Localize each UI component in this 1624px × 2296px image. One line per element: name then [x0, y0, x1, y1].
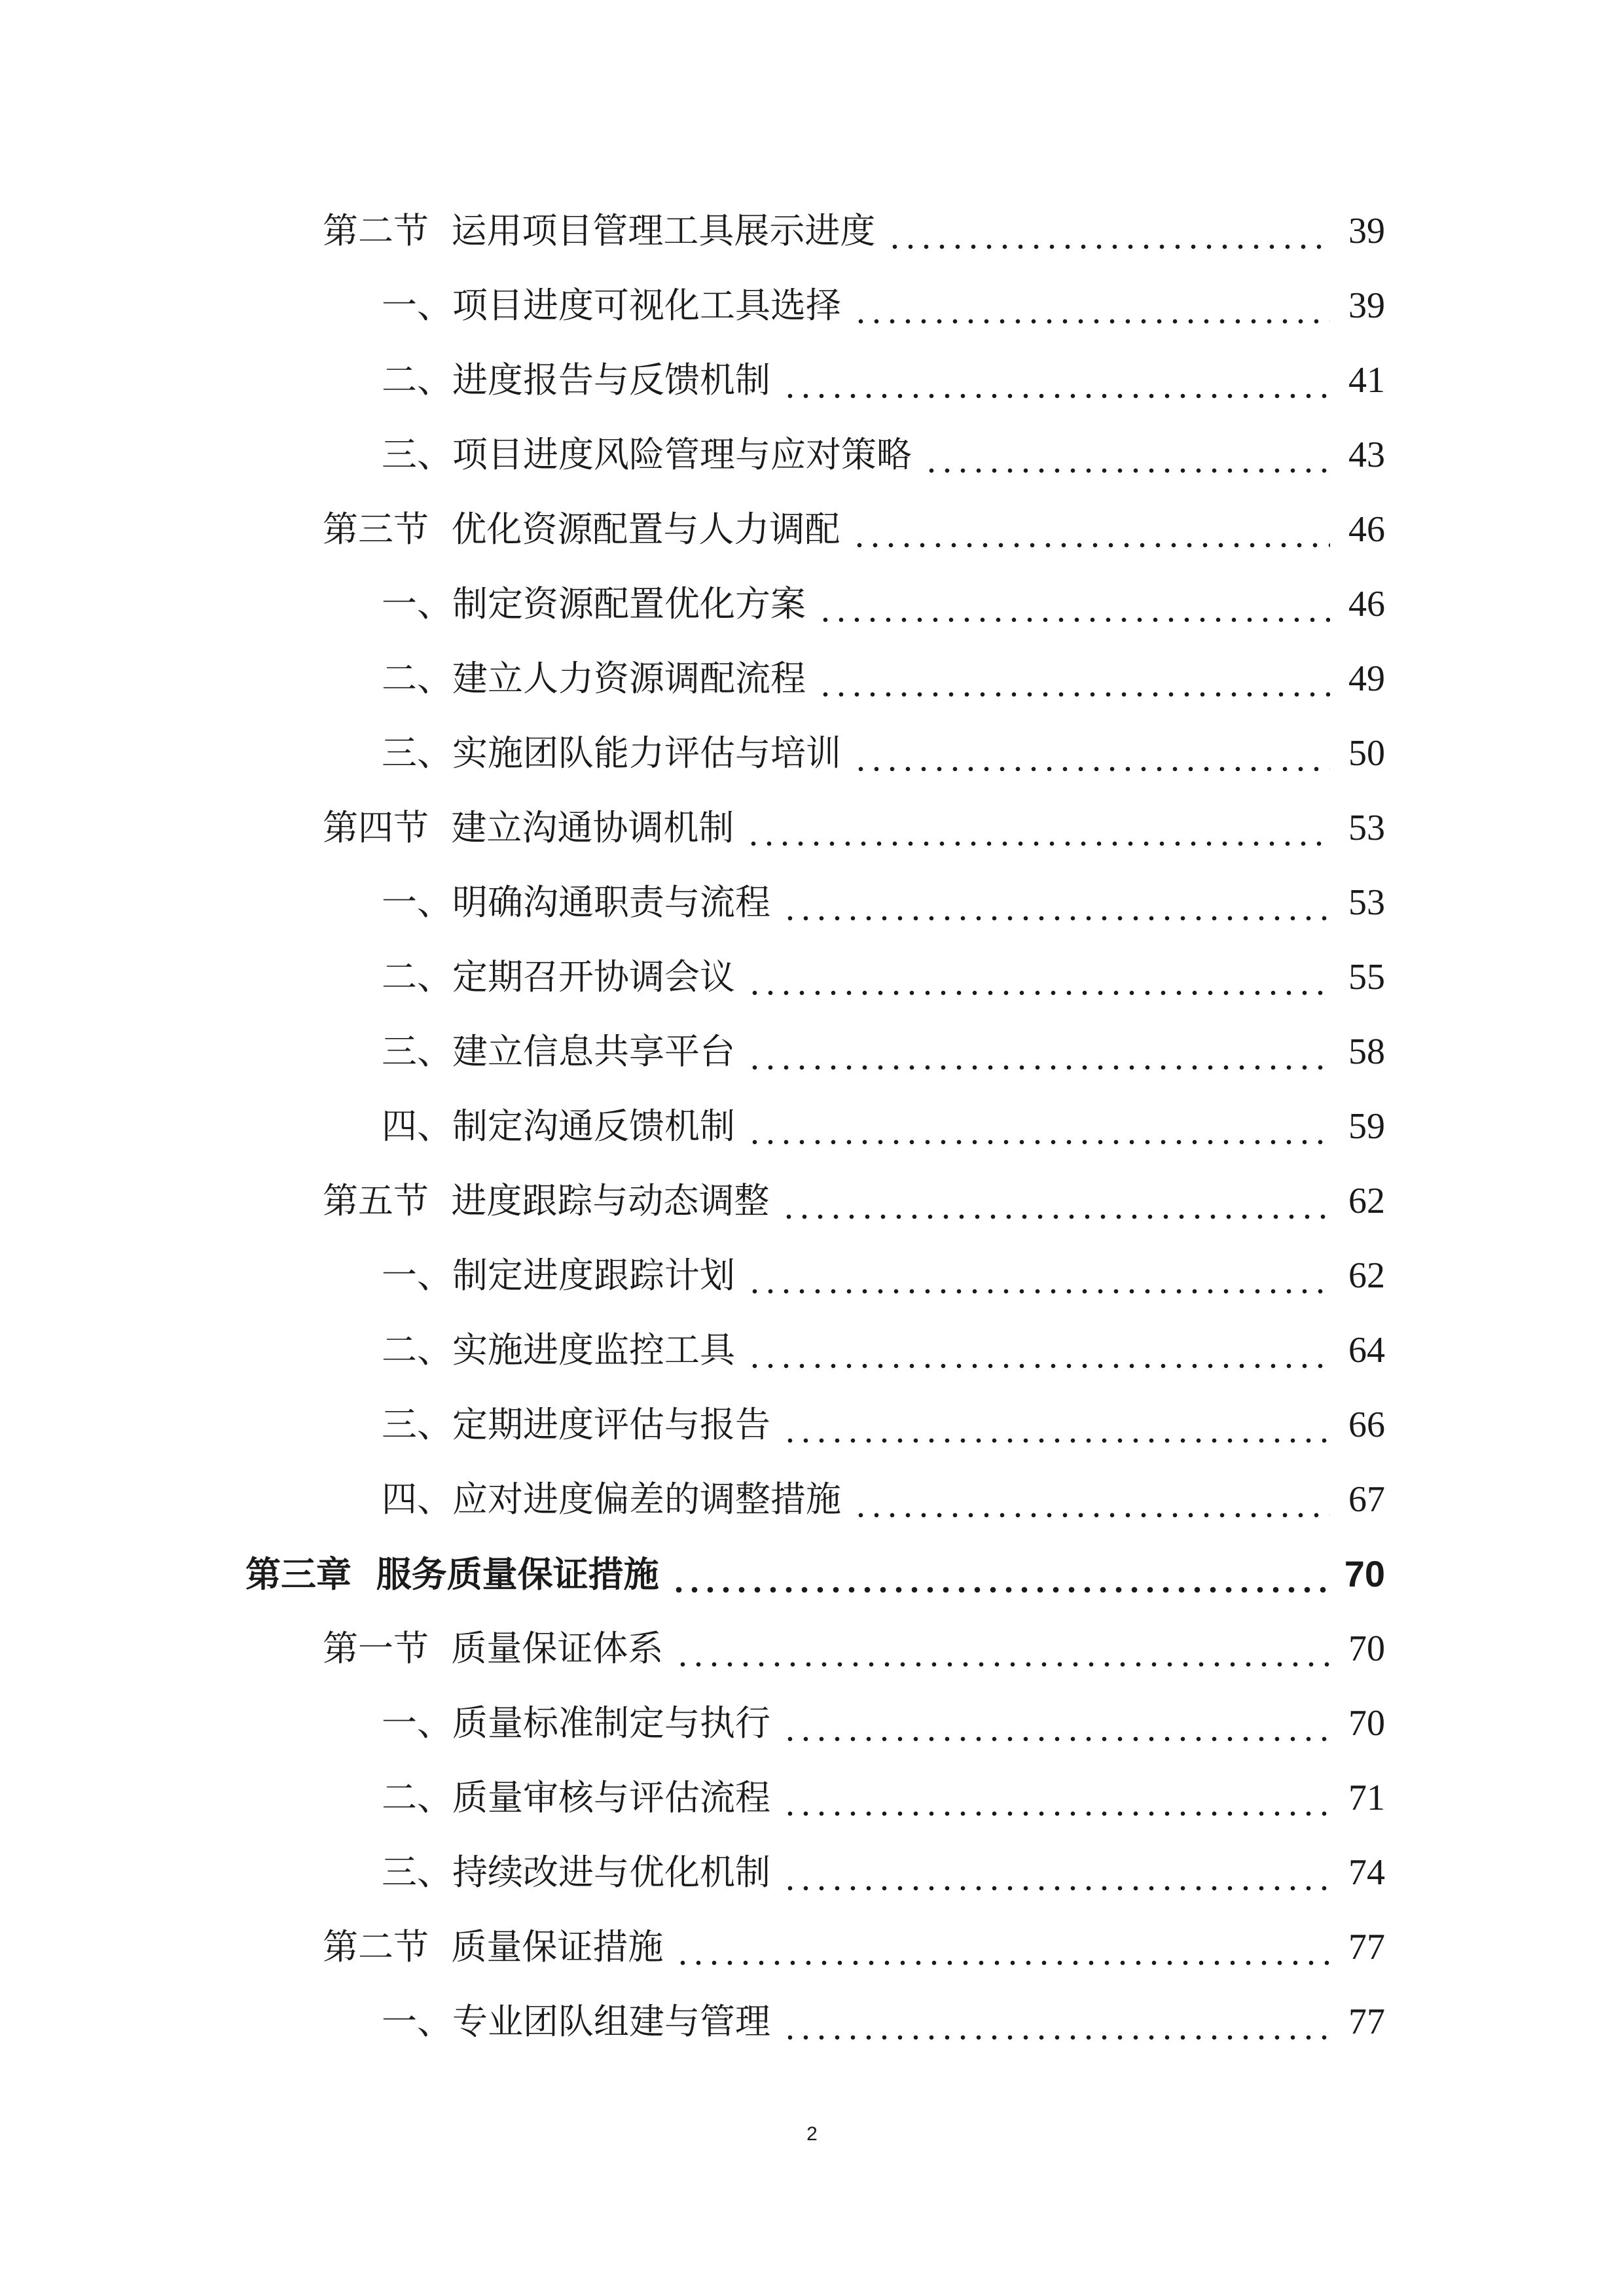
toc-entry-page: 70 — [1348, 1628, 1385, 1669]
toc-entry-section[interactable] — [0, 1164, 1624, 1238]
toc-dot-leader — [782, 1784, 1330, 1820]
toc-dot-leader — [818, 590, 1330, 626]
toc-dot-leader — [781, 1187, 1330, 1223]
toc-entry-page: 55 — [1348, 957, 1385, 997]
toc-entry-item[interactable] — [0, 716, 1624, 791]
toc-entry-label: 第二节 运用项目管理工具展示进度 — [323, 210, 876, 251]
toc-entry-item[interactable] — [0, 1238, 1624, 1313]
toc-entry-label: 二、进度报告与反馈机制 — [382, 359, 770, 401]
toc-dot-leader — [747, 1113, 1330, 1148]
toc-entry-page: 62 — [1348, 1255, 1385, 1296]
toc-dot-leader — [747, 963, 1330, 999]
toc-entry-label: 四、应对进度偏差的调整措施 — [382, 1479, 841, 1520]
toc-dot-leader — [853, 740, 1330, 775]
table-of-contents — [0, 194, 1624, 2059]
toc-entry-page: 64 — [1348, 1330, 1385, 1371]
toc-entry-item[interactable] — [0, 1462, 1624, 1537]
toc-dot-leader — [671, 1560, 1330, 1596]
toc-entry-label: 第二节 质量保证措施 — [323, 1926, 664, 1967]
toc-entry-page: 50 — [1348, 733, 1385, 774]
toc-entry-label: 二、定期召开协调会议 — [382, 956, 735, 997]
toc-entry-page: 70 — [1344, 1553, 1385, 1594]
toc-dot-leader — [853, 1486, 1330, 1521]
toc-entry-page: 53 — [1348, 808, 1385, 848]
toc-entry-item[interactable] — [0, 567, 1624, 641]
toc-dot-leader — [675, 1933, 1330, 1969]
toc-entry-page: 39 — [1348, 211, 1385, 251]
toc-entry-section[interactable] — [0, 194, 1624, 268]
toc-dot-leader — [924, 441, 1330, 476]
toc-entry-item[interactable] — [0, 641, 1624, 716]
toc-entry-label: 一、明确沟通职责与流程 — [382, 882, 770, 923]
toc-dot-leader — [782, 1859, 1330, 1894]
toc-dot-leader — [818, 665, 1330, 700]
toc-entry-item[interactable] — [0, 1089, 1624, 1164]
toc-entry-label: 一、项目进度可视化工具选择 — [382, 285, 841, 326]
toc-entry-section[interactable] — [0, 492, 1624, 567]
toc-entry-label: 四、制定沟通反馈机制 — [382, 1105, 735, 1147]
toc-dot-leader — [782, 367, 1330, 402]
toc-dot-leader — [887, 217, 1330, 253]
toc-entry-label: 第一节 质量保证体系 — [323, 1628, 664, 1669]
toc-entry-chapter[interactable] — [0, 1537, 1624, 1611]
toc-entry-item[interactable] — [0, 865, 1624, 940]
page-number: 2 — [806, 2123, 818, 2145]
toc-entry-item[interactable] — [0, 1686, 1624, 1761]
toc-entry-label: 二、实施进度监控工具 — [382, 1329, 735, 1371]
toc-dot-leader — [782, 889, 1330, 924]
toc-entry-section[interactable] — [0, 791, 1624, 865]
toc-dot-leader — [747, 1262, 1330, 1297]
toc-entry-page: 53 — [1348, 882, 1385, 923]
toc-entry-label: 二、建立人力资源调配流程 — [382, 658, 806, 699]
toc-entry-label: 第三章 服务质量保证措施 — [245, 1553, 659, 1595]
toc-entry-item[interactable] — [0, 1835, 1624, 1910]
toc-entry-page: 46 — [1348, 584, 1385, 624]
toc-entry-label: 三、实施团队能力评估与培训 — [382, 732, 841, 774]
toc-entry-label: 第五节 进度跟踪与动态调整 — [323, 1180, 770, 1221]
toc-entry-page: 46 — [1348, 509, 1385, 550]
toc-dot-leader — [852, 516, 1330, 551]
toc-entry-page: 66 — [1348, 1405, 1385, 1445]
toc-entry-page: 71 — [1348, 1778, 1385, 1818]
toc-entry-label: 一、制定进度跟踪计划 — [382, 1255, 735, 1296]
toc-entry-page: 39 — [1348, 285, 1385, 326]
toc-entry-item[interactable] — [0, 940, 1624, 1014]
toc-entry-page: 77 — [1348, 1927, 1385, 1967]
toc-entry-page: 41 — [1348, 360, 1385, 401]
toc-entry-label: 三、定期进度评估与报告 — [382, 1404, 770, 1445]
toc-entry-item[interactable] — [0, 268, 1624, 343]
toc-entry-item[interactable] — [0, 343, 1624, 418]
toc-entry-item[interactable] — [0, 1761, 1624, 1835]
toc-entry-page: 62 — [1348, 1181, 1385, 1221]
toc-entry-label: 二、质量审核与评估流程 — [382, 1777, 770, 1818]
toc-entry-section[interactable] — [0, 1611, 1624, 1686]
toc-dot-leader — [747, 1336, 1330, 1372]
toc-dot-leader — [782, 1710, 1330, 1745]
toc-entry-page: 77 — [1348, 2001, 1385, 2042]
toc-entry-item[interactable] — [0, 1984, 1624, 2059]
toc-entry-label: 第四节 建立沟通协调机制 — [323, 807, 734, 848]
toc-dot-leader — [747, 1038, 1330, 1073]
toc-entry-item[interactable] — [0, 418, 1624, 492]
toc-entry-page: 58 — [1348, 1031, 1385, 1072]
toc-entry-page: 74 — [1348, 1852, 1385, 1893]
toc-dot-leader — [853, 292, 1330, 327]
toc-entry-section[interactable] — [0, 1910, 1624, 1984]
toc-entry-label: 三、建立信息共享平台 — [382, 1031, 735, 1072]
toc-dot-leader — [782, 2008, 1330, 2043]
toc-entry-page: 70 — [1348, 1703, 1385, 1744]
toc-dot-leader — [675, 1635, 1330, 1670]
toc-entry-label: 一、质量标准制定与执行 — [382, 1702, 770, 1744]
toc-entry-label: 第三节 优化资源配置与人力调配 — [323, 509, 840, 550]
toc-entry-label: 三、项目进度风险管理与应对策略 — [382, 434, 912, 475]
toc-dot-leader — [782, 1411, 1330, 1446]
toc-entry-item[interactable] — [0, 1313, 1624, 1388]
toc-dot-leader — [746, 814, 1330, 850]
toc-entry-label: 一、专业团队组建与管理 — [382, 2001, 770, 2042]
toc-entry-page: 67 — [1348, 1479, 1385, 1520]
toc-entry-item[interactable] — [0, 1388, 1624, 1462]
toc-entry-item[interactable] — [0, 1014, 1624, 1089]
toc-entry-page: 59 — [1348, 1106, 1385, 1147]
toc-entry-page: 43 — [1348, 435, 1385, 475]
toc-entry-label: 三、持续改进与优化机制 — [382, 1852, 770, 1893]
toc-entry-page: 49 — [1348, 658, 1385, 699]
toc-entry-label: 一、制定资源配置优化方案 — [382, 583, 806, 624]
